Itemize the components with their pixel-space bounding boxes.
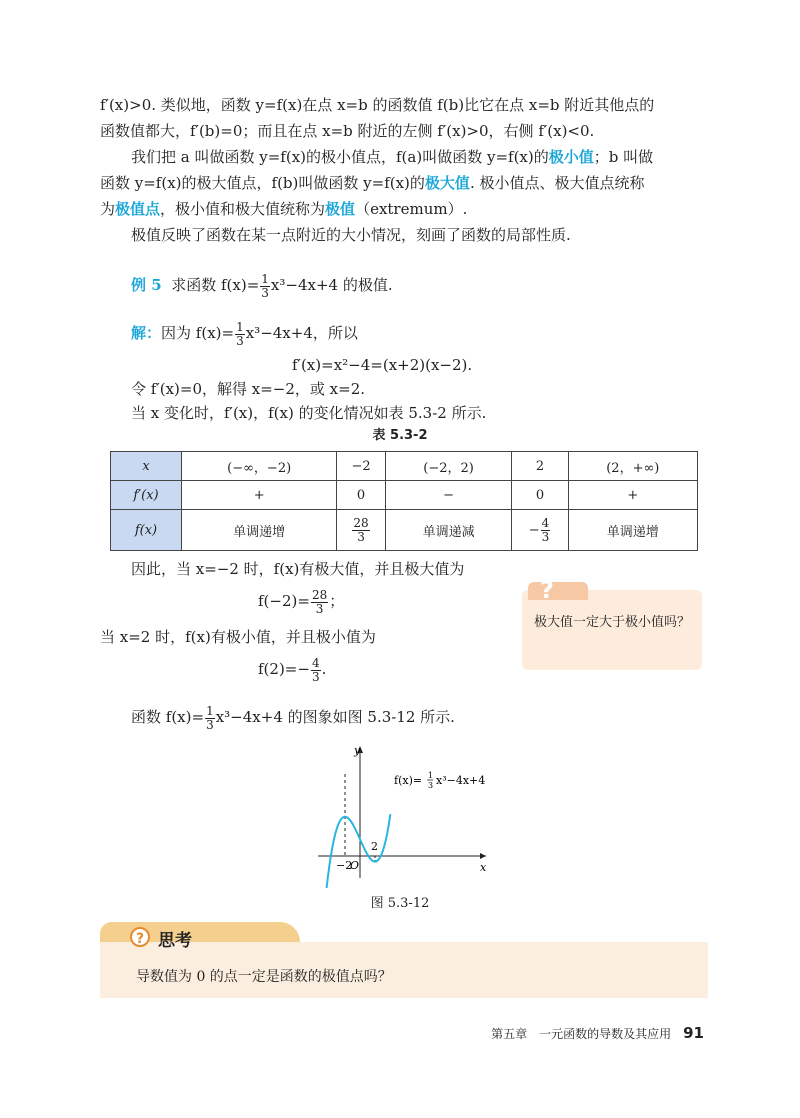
text-seg: 为 [100,200,116,218]
table-cell-min-value [512,510,568,551]
fraction-den: 3 [236,333,244,348]
question-sidebar [522,576,702,670]
function-graph [300,738,500,888]
table-cell: (−∞，−2) [182,452,337,481]
text-seg: f(−2)= [258,592,310,610]
table-header-cell: x [111,452,182,481]
function-curve [326,814,391,888]
table-caption: 表 5.3-2 [372,428,428,443]
think-text: 导数值为 0 的点一定是函数的极值点吗？ [136,969,392,985]
text-seg: f(2)=− [258,660,310,678]
fraction-den: 3 [541,529,550,544]
conclusion-line-3 [131,704,455,732]
term-extremum: 极值 [325,200,356,218]
text-line-4 [100,170,644,196]
table-cell: 单调递增 [568,510,697,551]
text-seg: . [321,660,327,678]
text-seg: ，极小值和极大值统称为 [160,200,326,218]
fraction [205,705,215,732]
text-line-1: f′(x)>0. 类似地，函数 y=f(x)在点 x=b 的函数值 f(b)比它在点 x=b 附近其他点的 [100,96,655,114]
fraction [352,517,369,544]
table-header-cell: f′(x) [111,481,182,510]
text-seg: 求函数 f(x)= [171,276,260,294]
solution-line-1 [131,320,358,348]
tick-neg2: −2 [336,859,353,872]
table-row [111,481,698,510]
table-header-cell: f(x) [111,510,182,551]
text-seg: ；b 叫做 [593,148,654,166]
text-line-2: 函数值都大，f′(b)=0；而且在点 x=b 附近的左侧 f′(x)>0，右侧 f′(x)<0. [100,122,595,140]
min-value-equation [258,656,326,684]
text-seg: （extremum）. [355,200,468,218]
table-cell: 单调递减 [385,510,512,551]
table-cell: 2 [512,452,568,481]
origin-label: O [350,859,360,872]
table-row [111,510,698,551]
fraction-den: 3 [206,717,214,732]
fraction-den: 3 [261,285,269,300]
variation-table [110,451,698,551]
text-seg: . 极小值点、极大值点统称 [469,174,645,192]
fraction-num: 1 [206,703,214,718]
page-number: 91 [683,1024,704,1042]
fraction [311,589,328,616]
text-seg: ； [329,592,345,610]
fraction [235,321,245,348]
x-axis-arrow-icon [480,853,486,859]
text-seg: 函数 y=f(x)的极大值点，f(b)叫做函数 y=f(x)的 [100,174,425,192]
solution-zero: 令 f′(x)=0，解得 x=−2，或 x=2. [131,380,366,398]
derivative-equation: f′(x)=x²−4=(x+2)(x−2). [292,356,473,374]
table-cell: 0 [512,481,568,510]
term-extreme-point: 极值点 [115,200,161,218]
think-box [100,922,708,998]
table-cell: (2，+∞) [568,452,697,481]
fraction [260,273,270,300]
function-label [394,774,422,787]
fraction-num: 28 [353,515,369,530]
fraction-den: 3 [357,529,365,544]
func-label-rest: x³−4x+4 [436,774,486,787]
text-seg: 因为 f(x)= [161,324,235,342]
figure-caption: 图 5.3-12 [370,896,430,911]
text-seg: 我们把 a 叫做函数 y=f(x)的极小值点，f(a)叫做函数 y=f(x)的 [131,148,549,166]
func-frac-num: 1 [428,771,434,780]
table-cell-max-value [337,510,385,551]
example-label: 例 5 [131,276,162,294]
example-5-statement [131,272,393,300]
question-tab [528,582,588,600]
text-seg: x³−4x+4 的图象如图 5.3-12 所示. [215,708,455,726]
minus-sign: − [528,522,540,538]
fraction-num: 4 [311,655,320,670]
func-label-seg: f(x)= [394,774,423,787]
chapter-title: 第五章 一元函数的导数及其应用 [491,1027,672,1041]
fraction-den: 3 [315,601,324,616]
table-cell: 单调递增 [182,510,337,551]
x-axis-label: x [480,861,487,874]
table-cell: −2 [337,452,385,481]
tick-2: 2 [371,840,378,853]
text-line-3 [131,144,653,170]
table-cell: − [385,481,512,510]
page-footer [491,1024,704,1042]
fraction-den: 3 [311,669,320,684]
table-cell: + [182,481,337,510]
conclusion-line-1: 因此，当 x=−2 时，f(x)有极大值，并且极大值为 [131,560,465,578]
solution-when: 当 x 变化时，f′(x)，f(x) 的变化情况如表 5.3-2 所示. [131,404,487,422]
fraction-num: 1 [236,319,244,334]
fraction [311,657,321,684]
fraction [541,517,551,544]
fraction-num: 1 [261,271,269,286]
func-frac-den: 3 [428,781,434,790]
conclusion-line-2: 当 x=2 时，f(x)有极小值，并且极小值为 [100,628,376,646]
table-cell: (−2，2) [385,452,512,481]
max-value-equation [258,588,344,616]
fraction-num: 4 [541,515,550,530]
table-row [111,452,698,481]
solution-label: 解： [131,324,162,342]
fraction-num: 28 [311,587,328,602]
table-cell: 0 [337,481,385,510]
y-axis-label: y [354,744,361,757]
question-icon: ? [130,927,150,947]
term-local-min: 极小值 [548,148,594,166]
think-title: 思考 [158,931,192,951]
question-mark-icon: ? [540,576,554,604]
table-cell: + [568,481,697,510]
text-line-5 [100,196,467,222]
text-seg: x³−4x+4，所以 [245,324,358,342]
term-local-max: 极大值 [424,174,470,192]
text-seg: x³−4x+4 的极值. [270,276,393,294]
text-line-6: 极值反映了函数在某一点附近的大小情况，刻画了函数的局部性质. [131,226,571,244]
question-text: 极大值一定大于极小值吗？ [534,615,691,630]
text-seg: 函数 f(x)= [131,708,205,726]
